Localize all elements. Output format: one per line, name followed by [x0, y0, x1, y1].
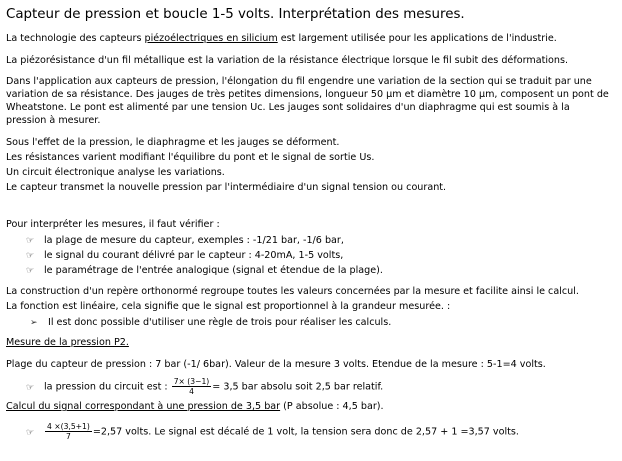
linear-line: La fonction est linéaire, cela signifie que le signal est proportionnel à la grandeur mesurée. : — [6, 301, 451, 312]
pressure-calc-item: ☞ la pression du circuit est : $\frac{7\times (3-1)}{4}$ = 3,5 bar absolu soit 2,5 bar relatif. — [26, 377, 384, 396]
range-line: Plage du capteur de pression : 7 bar (-1/ 6bar). Valeur de la mesure 3 volts. Etendue de la mesure : 5-1=4 volts. — [6, 359, 546, 370]
signal-heading-line: Calcul du signal correspondant à une pression de 3,5 bar (P absolue : 4,5 bar). — [6, 401, 384, 412]
signal-fraction: $\frac{4 \times(3,5+1)}{7}$ — [47, 422, 90, 441]
deformation-line: Sous l'effet de la pression, le diaphragme et les jauges se déforment. — [6, 137, 340, 148]
verify-item-config: ☞ le paramétrage de l'entrée analogique (signal et étendue de la plage). — [26, 265, 383, 276]
verify-item-signal: ☞ le signal du courant délivré par le capteur : 4-20mA, 1-5 volts, — [26, 250, 344, 261]
hand-pointer-icon: ☞ — [26, 427, 35, 438]
rule-of-three-item: ➢ Il est donc possible d'utiliser une règle de trois pour réaliser les calculs. — [30, 317, 392, 328]
document-title: Capteur de pression et boucle 1-5 volts. Interprétation des mesures. — [6, 7, 465, 22]
verify-intro: Pour interpréter les mesures, il faut vérifier : — [6, 219, 220, 230]
piezoresistance-paragraph: La piézorésistance d'un fil métallique est la variation de la résistance électrique lorsque le fil subit des déformations. — [6, 55, 569, 66]
application-paragraph: Dans l'application aux capteurs de pression, l'élongation du fil engendre une variation de la section qui se traduit par une variation de sa résistance. Des jauges de très petites dimensions, longueur 50 µm et diamètre 10 µm, composent un pont de Wheatstone. Le pont est alimenté par une tension Uc. Les jauges sont solidaires d'un diaphragme qui est soumis à la pression à mesurer. — [6, 76, 609, 126]
transmit-line: Le capteur transmet la nouvelle pression par l'intermédiaire d'un signal tension ou courant. — [6, 182, 447, 193]
construction-line: La construction d'un repère orthonormé regroupe toutes les valeurs concernées par la mesure et facilite ainsi le calcul. — [6, 286, 579, 297]
hand-pointer-icon: ☞ — [26, 382, 35, 393]
piezo-term: piézoélectriques en silicium — [144, 33, 278, 44]
measure-heading: Mesure de la pression P2. — [6, 337, 129, 348]
circuit-line: Un circuit électronique analyse les variations. — [6, 167, 225, 178]
hand-pointer-icon: ☞ — [26, 251, 35, 261]
hand-pointer-icon: ☞ — [26, 236, 35, 246]
pressure-fraction: $\frac{7\times (3-1)}{4}$ — [173, 377, 210, 396]
verify-item-range: ☞ la plage de mesure du capteur, exemples : -1/21 bar, -1/6 bar, — [26, 235, 344, 246]
arrowhead-icon: ➢ — [30, 318, 38, 328]
resistance-line: Les résistances varient modifiant l'équilibre du pont et le signal de sortie Us. — [6, 152, 375, 163]
signal-calc-item: ☞ $\frac{4 \times(3,5+1)}{7}$ =2,57 volts. Le signal est décalé de 1 volt, la tension sera donc de 2,57 + 1 =3,57 volts. — [26, 422, 519, 441]
intro-text-after: est largement utilisée pour les applications de l'industrie. — [277, 33, 557, 44]
intro-text-before: La technologie des capteurs — [6, 33, 145, 44]
signal-heading: Calcul du signal correspondant à une pression de 3,5 bar — [6, 401, 281, 412]
intro-paragraph — [6, 32, 612, 45]
hand-pointer-icon: ☞ — [26, 266, 35, 276]
